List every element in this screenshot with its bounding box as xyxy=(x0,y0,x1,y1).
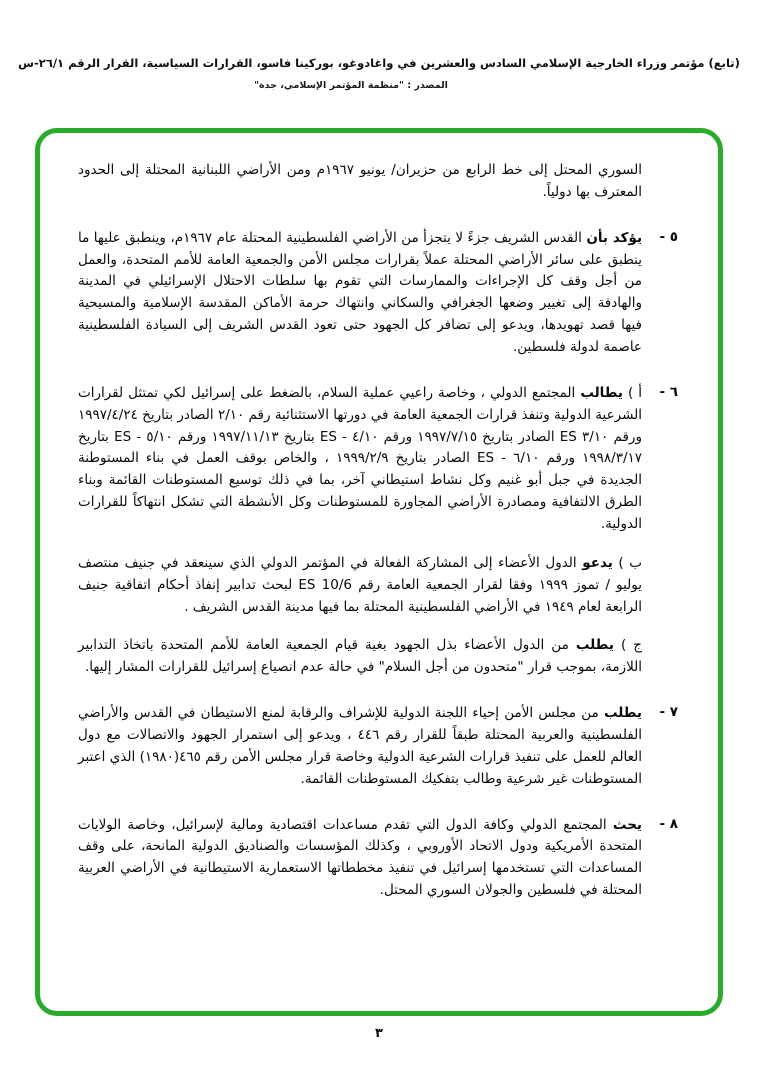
document-source-line: المصدر : "منظمة المؤتمر الإسلامي، جدة" xyxy=(254,80,448,91)
item-lead-word: يطلب xyxy=(575,637,614,654)
document-content xyxy=(40,133,718,1011)
resolution-item-6 xyxy=(78,383,678,679)
subitem-label: ج ) xyxy=(620,637,643,654)
subitem-label: ب ) xyxy=(618,554,642,571)
resolution-item-7 xyxy=(78,703,678,790)
item-body-text: المجتمع الدولي وكافة الدول التي تقدم مساعدات اقتصادية ومالية لإسرائيل، وخاصة الولايات المتحدة الأمريكية ودول الاتحاد الأوروبي ، وكذلك المؤسسات والصناديق الدولية المانحة، على وقف المساعدات التي تستخدمها إسرائيل في تنفيذ مخططاتها الاستعمارية الاستيطانية في الأراضي العربية المحتلة في فلسطين والجولان السوري المحتل. xyxy=(78,816,642,899)
item-number: ٦ - xyxy=(659,383,678,400)
intro-number-spacer xyxy=(642,160,678,204)
resolution-item-5 xyxy=(78,228,678,359)
document-header-title: (تابع) مؤتمر وزراء الخارجية الإسلامي السادس والعشرين في واغادوغو، بوركينا فاسو، القرارات السياسية، القرار الرقم ٢٦/١-س xyxy=(18,56,740,70)
item-text-block xyxy=(78,815,642,902)
subitem-paragraph-c xyxy=(78,635,642,679)
item-number: ٨ - xyxy=(659,815,678,832)
item-lead-word: يؤكد بأن xyxy=(586,229,643,246)
item-body-text: المجتمع الدولي ، وخاصة راعيي عملية السلام، بالضغط على إسرائيل لكي تمتثل لقرارات الشرعية الدولية وتنفذ قرارات الجمعية العامة في دورتها الاستثنائية رقم ٢/١٠ الصادر بتاريخ ١٩٩٧/٤/٢٤ ورقم ٣/١٠ ES الصادر بتاريخ ١٩٩٧/٧/١٥ ورقم ٤/١٠ - ES بتاريخ ١٩٩٧/١١/١٣ ورقم ٥/١٠ - ES بتاريخ ١٩٩٨/٣/١٧ ورقم ٦/١٠ - ES الصادر بتاريخ ١٩٩٩/٢/٩ ، والخاص بوقف العمل في بناء المستوطنة الجديدة في جبل أبو غنيم وكل نشاط استيطاني آخر، بما في ذلك توسيع المستوطنات القائمة وبناء الطرق الالتفافية ومصادرة الأراضي المجاورة للمستوطنات وكل الأنشطة التي تشكل انتهاكاً للقرارات الدولية. xyxy=(78,384,642,533)
intro-text-block xyxy=(78,160,642,204)
item-body-text: من الدول الأعضاء بذل الجهود بغية قيام الجمعية العامة للأمم المتحدة باتخاذ التدابير اللازمة، بموجب قرار "متحدون من أجل السلام" في حالة عدم انصياع إسرائيل للقرارات المشار إليها. xyxy=(78,637,642,676)
item-lead-word: يدعو xyxy=(582,554,613,571)
item-paragraph xyxy=(78,703,642,790)
item-text-block xyxy=(78,703,642,790)
item-lead-word: يطالب xyxy=(580,384,623,401)
subitem-paragraph-b xyxy=(78,553,642,619)
subitem-label: أ ) xyxy=(627,384,643,401)
subitem-paragraph-a xyxy=(78,383,642,536)
item-text-block xyxy=(78,228,642,359)
item-lead-word: يحث xyxy=(612,816,642,833)
content-border-box xyxy=(35,128,723,1016)
page-number: ٣ xyxy=(375,1026,383,1041)
item-text-block xyxy=(78,383,642,679)
item-body-text: القدس الشريف جزءً لا يتجزأ من الأراضي الفلسطينية المحتلة عام ١٩٦٧م، وينطبق عليها ما ينطبق على سائر الأراضي المحتلة عملاً بقرارات مجلس الأمن والجمعية العامة للأمم المتحدة، والعمل من أجل وقف كل الإجراءات والممارسات التي تقوم بها سلطات الاحتلال الإسرائيلي في المدينة والهادفة إلى تغيير وضعها الجغرافي والسكاني وانتهاك حرمة الأماكن المقدسة الإسلامية والمسيحية فيها قصد تهويدها، ويدعو إلى تضافر كل الجهود حتى تعود القدس الشريف إلى السيادة الفلسطينية عاصمة لدولة فلسطين. xyxy=(78,229,642,356)
item-number: ٧ - xyxy=(659,704,678,721)
item-body-text: من مجلس الأمن إحياء اللجنة الدولية للإشراف والرقابة لمنع الاستيطان في القدس والأراضي الفلسطينية والعربية المحتلة طبقاً للقرار رقم ٤٤٦ ، ويدعو إلى استمرار الجهود والاتصالات مع دول العالم للعمل على تنفيذ قرارات الشرعية الدولية وخاصة قرار مجلس الأمن رقم ٤٦٥(١٩٨٠) الذي اعتبر المستوطنات غير شرعية وطالب بتفكيك المستوطنات القائمة. xyxy=(78,705,642,787)
item-body-text: الدول الأعضاء إلى المشاركة الفعالة في المؤتمر الدولي الذي سينعقد في جنيف منتصف يوليو / تموز ١٩٩٩ وفقا لقرار الجمعية العامة رقم ES 10/6 لبحث تدابير إنفاذ أحكام اتفاقية جنيف الرابعة لعام ١٩٤٩ في الأراضي الفلسطينية المحتلة بما فيها مدينة القدس الشريف . xyxy=(78,554,643,615)
item-paragraph xyxy=(78,815,642,902)
resolution-item-8 xyxy=(78,815,678,902)
item-paragraph xyxy=(78,228,642,359)
intro-paragraph: السوري المحتل إلى خط الرابع من حزيران/ يونيو ١٩٦٧م ومن الأراضي اللبنانية المحتلة إلى الحدود المعترف بها دولياً. xyxy=(78,162,642,200)
intro-row xyxy=(78,160,678,204)
item-lead-word: يطلب xyxy=(603,705,642,722)
item-number: ٥ - xyxy=(659,228,678,245)
